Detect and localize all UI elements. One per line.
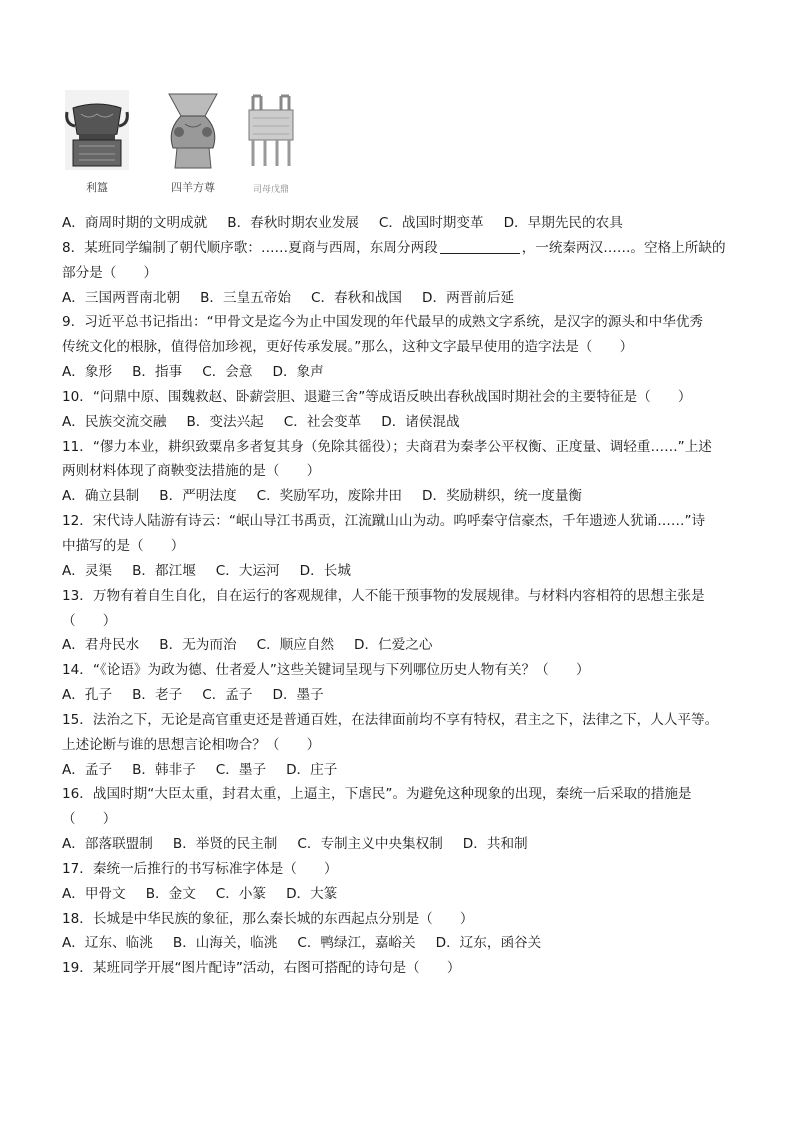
question-text-span: 10．“问鼎中原、围魏救赵、卧薪尝胆、退避三舍”等成语反映出春秋战国时期社会的主要特征是（ ） bbox=[62, 388, 692, 405]
answer-options bbox=[62, 559, 752, 584]
answer-option: C．会意 bbox=[202, 364, 253, 381]
question-text bbox=[62, 435, 752, 460]
four-ram-square-zun-drawing bbox=[163, 90, 223, 172]
simuwu-ding-image bbox=[236, 90, 306, 195]
answer-option: A．孟子 bbox=[62, 761, 113, 778]
question-text-span: 16．战国时期“大臣太重，封君太重，上逼主，下虐民”。为避免这种现象的出现，秦统一后采取的措施是 bbox=[62, 786, 692, 803]
question-list bbox=[62, 211, 752, 981]
answer-options bbox=[62, 882, 752, 907]
simuwu-ding-caption: 司母戊鼎 bbox=[252, 185, 289, 195]
answer-option: B．春秋时期农业发展 bbox=[227, 215, 359, 231]
answer-option: D．两晋前后延 bbox=[422, 289, 515, 306]
answer-option: B．举贤的民主制 bbox=[172, 836, 278, 853]
answer-option: C．社会变革 bbox=[283, 413, 362, 430]
answer-option: D．共和制 bbox=[462, 836, 528, 853]
question-text-span: 18．长城是中华民族的象征，那么秦长城的东西起点分别是（ ） bbox=[62, 910, 474, 927]
answer-option: B．韩非子 bbox=[132, 761, 196, 778]
answer-option: B．严明法度 bbox=[159, 488, 237, 505]
question-text-span: （ ） bbox=[62, 612, 117, 629]
question-text bbox=[62, 609, 752, 634]
answer-option: B．都江堰 bbox=[132, 562, 196, 579]
answer-option: B．指事 bbox=[132, 364, 183, 381]
fill-in-blank bbox=[440, 239, 520, 254]
question-text-span: 两则材料体现了商鞅变法措施的是（ ） bbox=[62, 463, 321, 480]
four-ram-square-zun-caption: 四羊方尊 bbox=[171, 181, 215, 194]
li-gui-drawing bbox=[65, 90, 129, 170]
answer-option: D．诸侯混战 bbox=[381, 413, 460, 430]
answer-option: B．三皇五帝始 bbox=[200, 289, 291, 306]
answer-option: D．长城 bbox=[299, 562, 351, 579]
answer-option: C．鸭绿江，嘉峪关 bbox=[297, 935, 416, 952]
question-text bbox=[62, 956, 752, 981]
li-gui-image bbox=[62, 90, 132, 195]
answer-option: C．春秋和战国 bbox=[310, 289, 403, 306]
answer-options bbox=[62, 286, 752, 311]
question-text bbox=[62, 261, 752, 286]
question-text-span: 15．法治之下，无论是高官重吏还是普通百姓，在法律面前均不享有特权，君主之下，法律之下，人人平等。 bbox=[62, 711, 719, 728]
question-text bbox=[62, 658, 752, 683]
question-text bbox=[62, 310, 752, 335]
answer-option: D．大篆 bbox=[286, 885, 338, 902]
answer-option: B．金文 bbox=[145, 885, 196, 902]
answer-option: B．老子 bbox=[132, 687, 183, 704]
answer-options bbox=[62, 832, 752, 857]
question-text-span: 17．秦统一后推行的书写标准字体是（ ） bbox=[62, 860, 338, 877]
question-text bbox=[62, 534, 752, 559]
question-text-span: 12．宋代诗人陆游有诗云：“岷山导江书禹贡，江流蹴山山为动。呜呼秦守信豪杰，千年遗迹人犹诵……”诗 bbox=[62, 513, 706, 530]
question-text-span: 上述论断与谁的思想言论相吻合？（ ） bbox=[62, 736, 321, 753]
answer-option: D．早期先民的农具 bbox=[503, 215, 623, 231]
answer-option: C．墨子 bbox=[215, 761, 267, 778]
question-text-span: 19．某班同学开展“图片配诗”活动，右图可搭配的诗句是（ ） bbox=[62, 960, 461, 977]
answer-option: D．奖励耕织，统一度量衡 bbox=[422, 488, 583, 505]
question-text-span: 中描写的是（ ） bbox=[62, 537, 185, 554]
answer-option: C．小篆 bbox=[215, 885, 267, 902]
answer-option: D．辽东，函谷关 bbox=[435, 935, 542, 952]
question-text bbox=[62, 708, 752, 733]
question-text-span: 部分是（ ） bbox=[62, 264, 158, 281]
bronze-artifacts-figure bbox=[62, 90, 289, 195]
answer-option: C．大运河 bbox=[215, 562, 280, 579]
simuwu-ding-drawing bbox=[243, 90, 299, 172]
answer-option: A．三国两晋南北朝 bbox=[62, 289, 181, 306]
question-text-span: 8．某班同学编制了朝代顺序歌：……夏商与西周，东周分两段 bbox=[62, 239, 438, 256]
question-text bbox=[62, 857, 752, 882]
question-text bbox=[62, 584, 752, 609]
answer-option: B．无为而治 bbox=[159, 637, 237, 654]
answer-option: D．象声 bbox=[272, 364, 324, 381]
answer-option: A．商周时期的文明成就 bbox=[62, 215, 208, 231]
answer-option: A．民族交流交融 bbox=[62, 413, 167, 430]
answer-options bbox=[62, 931, 752, 956]
answer-option: A．部落联盟制 bbox=[62, 836, 153, 853]
question-text-span: （ ） bbox=[62, 811, 117, 828]
question-text-span: 11．“僇力本业，耕织致粟帛多者复其身（免除其徭役）；夫商君为秦孝公平权衡、正度量、调轻重……”上述 bbox=[62, 438, 712, 455]
answer-options bbox=[62, 360, 752, 385]
question-text-span: 9．习近平总书记指出：“甲骨文是迄今为止中国发现的年代最早的成熟文字系统，是汉字的源头和中华优秀 bbox=[62, 314, 704, 331]
answer-option: A．甲骨文 bbox=[62, 885, 126, 902]
question-text bbox=[62, 385, 752, 410]
answer-options bbox=[62, 758, 752, 783]
answer-option: A．孔子 bbox=[62, 687, 113, 704]
answer-option: B．山海关，临洮 bbox=[172, 935, 278, 952]
question-text bbox=[62, 335, 752, 360]
answer-option: C．孟子 bbox=[202, 687, 253, 704]
question-text bbox=[62, 459, 752, 484]
question-text-suffix: ，一统秦两汉……。空格上所缺的 bbox=[521, 239, 726, 256]
answer-option: B．变法兴起 bbox=[186, 413, 264, 430]
question-text bbox=[62, 509, 752, 534]
question-text-span: 14．“《论语》为政为德、仕者爱人”这些关键词呈现与下列哪位历史人物有关？（ ） bbox=[62, 662, 590, 679]
answer-option: C．专制主义中央集权制 bbox=[297, 836, 443, 853]
answer-options bbox=[62, 633, 752, 658]
answer-option: D．庄子 bbox=[286, 761, 338, 778]
answer-option: A．君舟民水 bbox=[62, 637, 140, 654]
question-text bbox=[62, 733, 752, 758]
answer-option: A．辽东、临洮 bbox=[62, 935, 153, 952]
answer-option: C．战国时期变革 bbox=[378, 215, 484, 231]
answer-option: D．仁爱之心 bbox=[354, 637, 433, 654]
answer-options bbox=[62, 410, 752, 435]
question-text bbox=[62, 807, 752, 832]
li-gui-caption: 利簋 bbox=[86, 181, 108, 194]
answer-option: C．奖励军功，废除井田 bbox=[256, 488, 403, 505]
question-text bbox=[62, 236, 752, 261]
answer-option: C．顺应自然 bbox=[256, 637, 335, 654]
answer-options bbox=[62, 683, 752, 708]
question-text-span: 传统文化的根脉，值得倍加珍视，更好传承发展。”那么，这种文字最早使用的造字法是（ ） bbox=[62, 339, 634, 356]
four-ram-square-zun-image bbox=[158, 90, 228, 195]
answer-option: A．灵渠 bbox=[62, 562, 113, 579]
answer-option: A．确立县制 bbox=[62, 488, 140, 505]
answer-options bbox=[62, 211, 752, 236]
question-text bbox=[62, 907, 752, 932]
answer-option: A．象形 bbox=[62, 364, 113, 381]
question-text bbox=[62, 782, 752, 807]
question-text-span: 13．万物有着自生自化，自在运行的客观规律，人不能干预事物的发展规律。与材料内容相符的思想主张是 bbox=[62, 587, 705, 604]
answer-option: D．墨子 bbox=[272, 687, 324, 704]
answer-options bbox=[62, 484, 752, 509]
